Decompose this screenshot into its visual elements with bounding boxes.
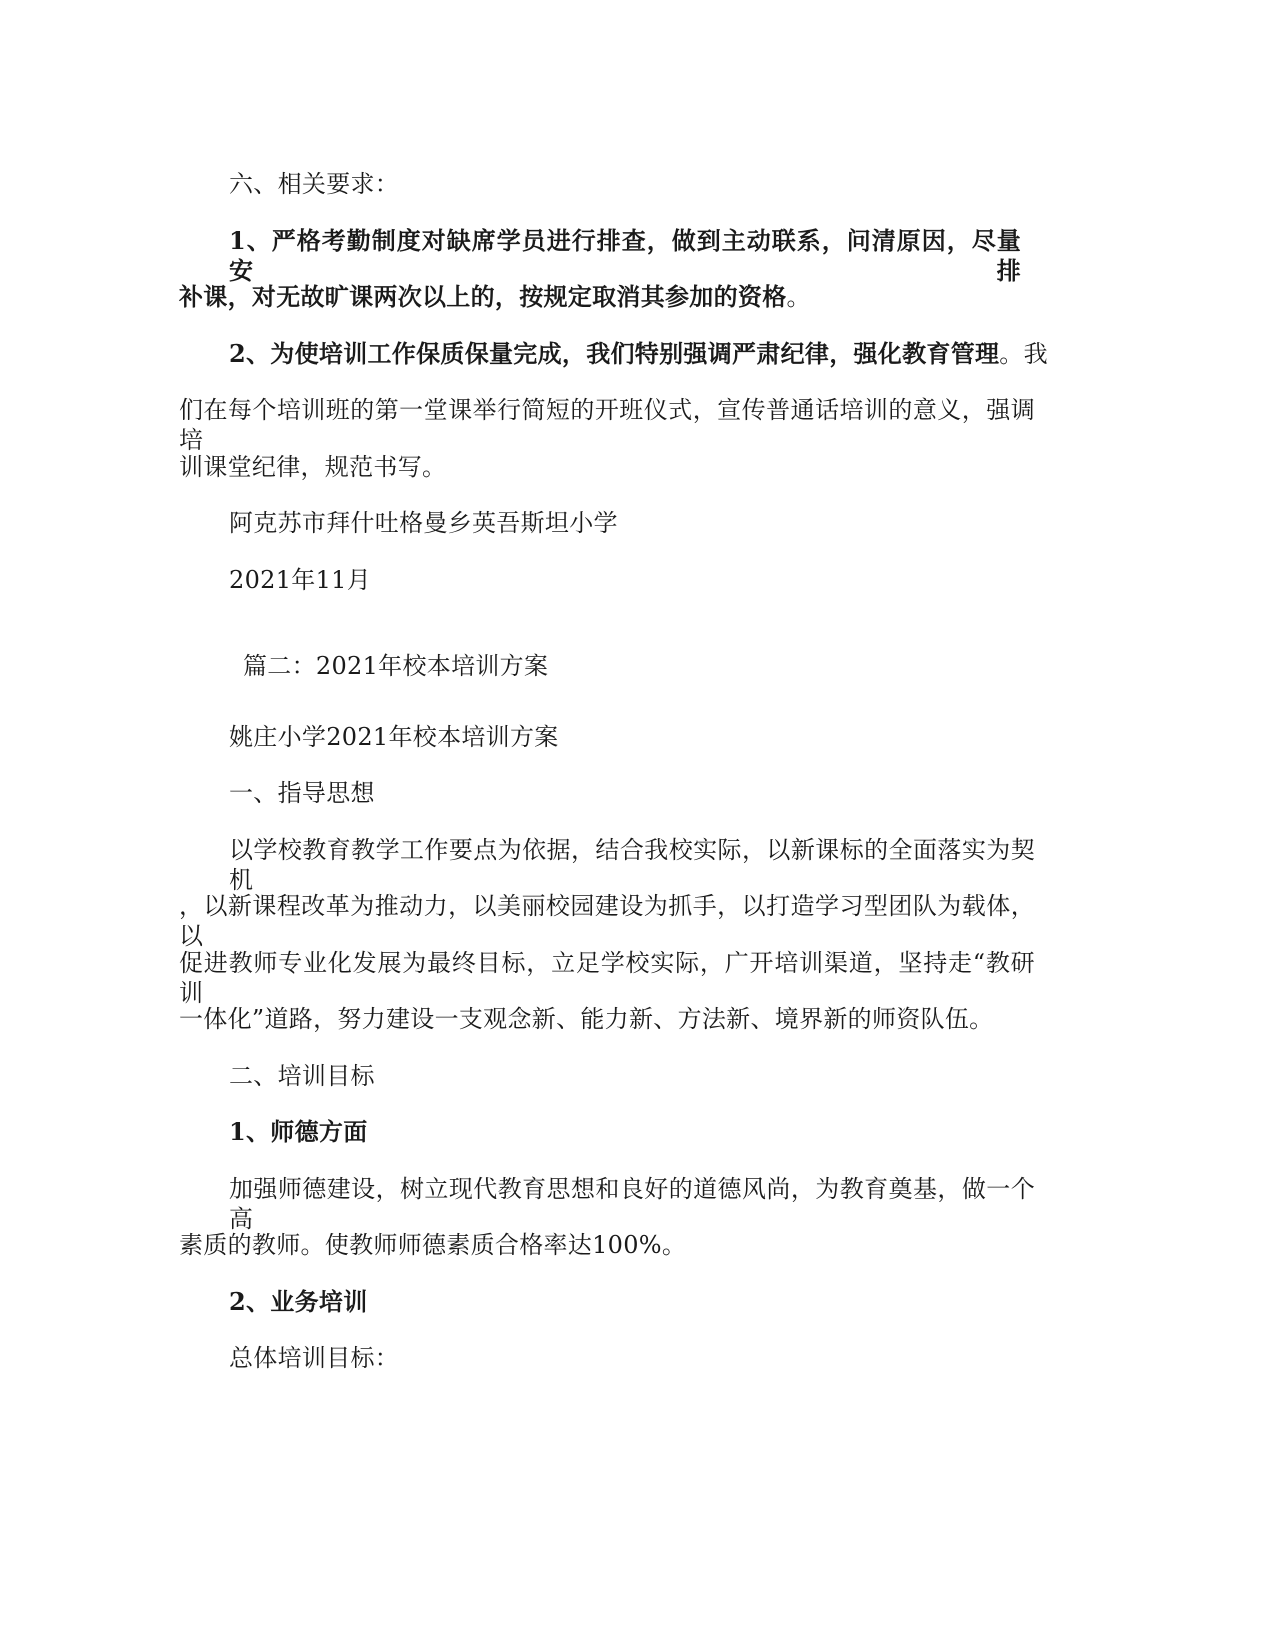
requirement-2-bold-text: 2、为使培训工作保质保量完成，我们特别强调严肃纪律，强化教育管理 (229, 339, 1000, 368)
guiding-principle-line-3: 促进教师专业化发展为最终目标，立足学校实际，广开培训渠道，坚持走“教研训 (179, 949, 1035, 1007)
ethics-paragraph-line-2: 素质的教师。使教师师德素质合格率达100%。 (179, 1231, 687, 1259)
requirement-1-bold-text: 补课，对无故旷课两次以上的，按规定取消其参加的资格 (179, 282, 787, 311)
requirement-1-line-2 (179, 282, 811, 312)
ethics-paragraph-line-1: 加强师德建设，树立现代教育思想和良好的道德风尚，为教育奠基，做一个高 (229, 1175, 1035, 1233)
requirement-2-line-3: 训课堂纪律，规范书写。 (179, 453, 447, 481)
overall-goal-label: 总体培训目标： (229, 1344, 400, 1372)
requirement-1-line-1: 1、严格考勤制度对缺席学员进行排查，做到主动联系，问清原因，尽量安排 (229, 226, 1021, 285)
part-two-title: 篇二：2021年校本培训方案 (243, 652, 549, 680)
signature-date: 2021年11月 (229, 566, 372, 594)
guiding-principle-line-4: 一体化”道路，努力建设一支观念新、能力新、方法新、境界新的师资队伍。 (179, 1005, 994, 1033)
plan-title: 姚庄小学2021年校本培训方案 (229, 723, 559, 751)
guiding-principle-line-1: 以学校教育教学工作要点为依据，结合我校实际，以新课标的全面落实为契机 (229, 836, 1035, 894)
ethics-heading: 1、师德方面 (229, 1117, 368, 1146)
signature-organization: 阿克苏市拜什吐格曼乡英吾斯坦小学 (229, 509, 618, 537)
requirement-2-tail-text: 。我 (999, 340, 1048, 368)
requirement-2-line-1 (229, 339, 1048, 369)
requirement-2-line-2: 们在每个培训班的第一堂课举行简短的开班仪式，宣传普通话培训的意义，强调培 (179, 396, 1035, 454)
requirement-1-end-punct: 。 (786, 283, 811, 311)
business-training-heading: 2、业务培训 (229, 1287, 368, 1316)
section-six-heading: 六、相关要求： (229, 170, 400, 198)
section-one-heading: 一、指导思想 (229, 779, 375, 807)
section-two-heading: 二、培训目标 (229, 1062, 375, 1090)
guiding-principle-line-2: ，以新课程改革为推动力，以美丽校园建设为抓手，以打造学习型团队为载体，以 (179, 892, 1035, 950)
